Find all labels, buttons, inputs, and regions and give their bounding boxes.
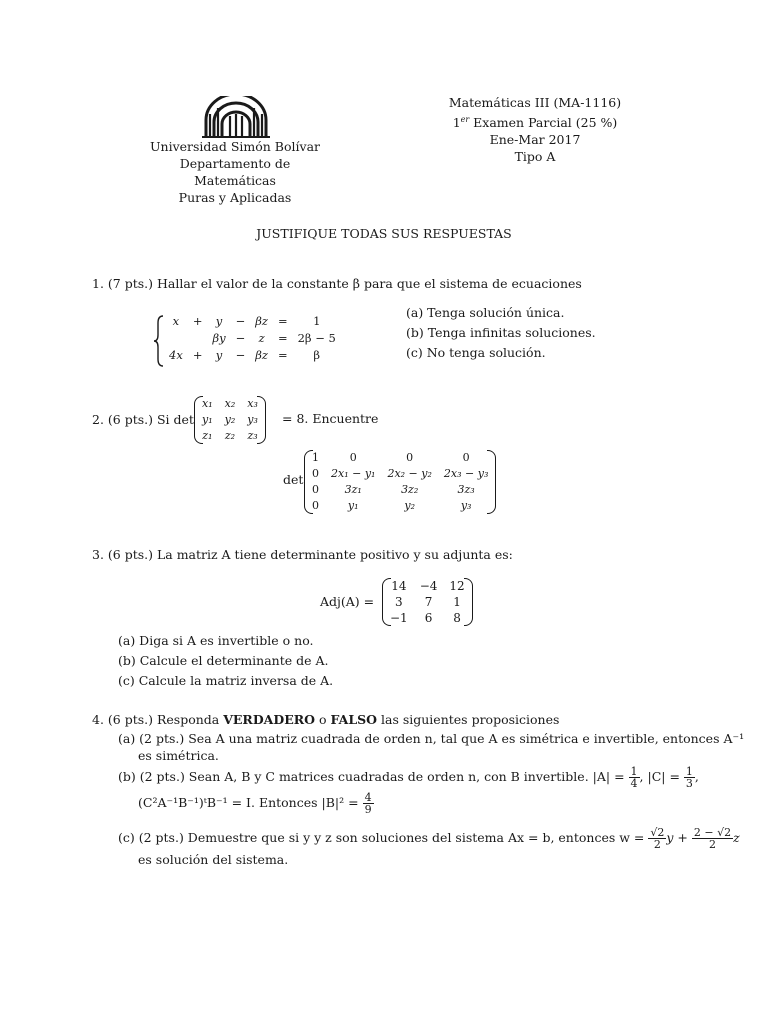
department-name: Departamento de Matemáticas: [179, 156, 291, 188]
matrix-bracket-right: [487, 450, 496, 514]
equation-system: [160, 313, 341, 364]
matrix-bracket-left: [304, 450, 313, 514]
option-a: (a) Tenga solución única.: [406, 305, 565, 320]
university-name: Universidad Simón Bolívar: [149, 139, 321, 154]
university-logo: [200, 96, 272, 140]
option-b: (b) Calcule el determinante de A.: [118, 653, 329, 668]
option-b: (b) Tenga infinitas soluciones.: [406, 325, 596, 340]
exam-type: Tipo A: [514, 149, 556, 165]
statement-b-line1: (b) (2 pts.) Sean A, B y C matrices cuadradas de orden n, con B invertible. |A| = $\frac{1}{4}$ , |C| = $\frac{1}{3}$ ,: [118, 765, 699, 790]
matrix-bracket-left: [382, 578, 391, 626]
option-c: (c) No tenga solución.: [406, 345, 546, 360]
question-4-lead: 4. (6 pts.) Responda VERDADERO o FALSO las siguientes proposiciones: [92, 712, 560, 727]
option-c: (c) Calcule la matriz inversa de A.: [118, 673, 334, 688]
university-block: [140, 138, 330, 206]
course-block: [430, 94, 640, 165]
system-row: x + y − βz = 1: [172, 314, 321, 328]
fraction: $\frac{1}{3}$: [685, 765, 693, 790]
question-1-lead: 1. (7 pts.) Hallar el valor de la constante β para que el sistema de ecuaciones: [92, 276, 582, 291]
course-name: Matemáticas III (MA-1116): [448, 95, 622, 110]
true-label: VERDADERO: [223, 712, 315, 727]
statement-c: [118, 824, 740, 868]
statement-a: [118, 730, 744, 764]
question-2-after: = 8. Encuentre: [282, 411, 379, 426]
question-3-lead: 3. (6 pts.) La matriz A tiene determinante positivo y su adjunta es:: [92, 547, 513, 562]
question-1-options: [406, 303, 596, 363]
statement-a-line1: (a) (2 pts.) Sea A una matriz cuadrada de orden n, tal que A es simétrica e invertible, entonces A⁻¹: [118, 731, 745, 746]
system-row: βy − z = 2β − 5: [212, 331, 336, 345]
page-heading: JUSTIFIQUE TODAS SUS RESPUESTAS: [256, 226, 512, 241]
fraction: $\frac{2 - √2}{2}$: [693, 826, 732, 851]
statement-b-line2: (C²A⁻¹B⁻¹)ᵗB⁻¹ = I. Entonces |B|² = $\frac{4}{9}$: [138, 791, 372, 816]
question-3-options: [118, 631, 333, 691]
matrix-4x4: 1 0 0 0 0 2x₁ − y₁ 2x₂ − y₂ 2x₃ − y₃ 0 3z₁ 3z₂ 3z₃ 0 y₁ y₂ y₃: [306, 450, 494, 514]
statement-b: [118, 764, 699, 816]
statement-a-line2: es simétrica.: [138, 748, 219, 763]
adjugate-matrix: 14 −4 12 3 7 1 −1 6 8: [384, 578, 471, 626]
statement-c-line2: es solución del sistema.: [138, 852, 289, 867]
system-row: 4x + y − βz = β: [169, 348, 321, 362]
matrix-bracket-left: [194, 396, 203, 444]
det-label: det: [283, 472, 304, 487]
statement-c-line1: (c) (2 pts.) Demuestre que si y y z son soluciones del sistema Ax = b, entonces w = $\frac{√2}{2}$ y + $\frac{2 - √2}{2}$ z: [118, 826, 740, 851]
matrix-xyz: x₁ x₂ x₃ y₁ y₂ y₃ z₁ z₂ z₃: [196, 396, 264, 444]
option-a: (a) Diga si A es invertible o no.: [118, 633, 314, 648]
adj-label: Adj(A) =: [320, 594, 375, 609]
left-brace-icon: [154, 315, 164, 367]
false-label: FALSO: [330, 712, 378, 727]
matrix-bracket-right: [464, 578, 473, 626]
exam-title: 1er Examen Parcial (25 %): [452, 115, 618, 131]
exam-term: Ene-Mar 2017: [489, 132, 581, 148]
fraction: $\frac{4}{9}$: [364, 791, 372, 816]
department-subname: Puras y Aplicadas: [178, 190, 292, 205]
matrix-bracket-right: [257, 396, 266, 444]
fraction: $\frac{1}{4}$: [630, 765, 638, 790]
system-table: [164, 313, 341, 364]
question-2-lead: 2. (6 pts.) Si det: [92, 412, 194, 427]
fraction: $\frac{√2}{2}$: [650, 826, 665, 851]
